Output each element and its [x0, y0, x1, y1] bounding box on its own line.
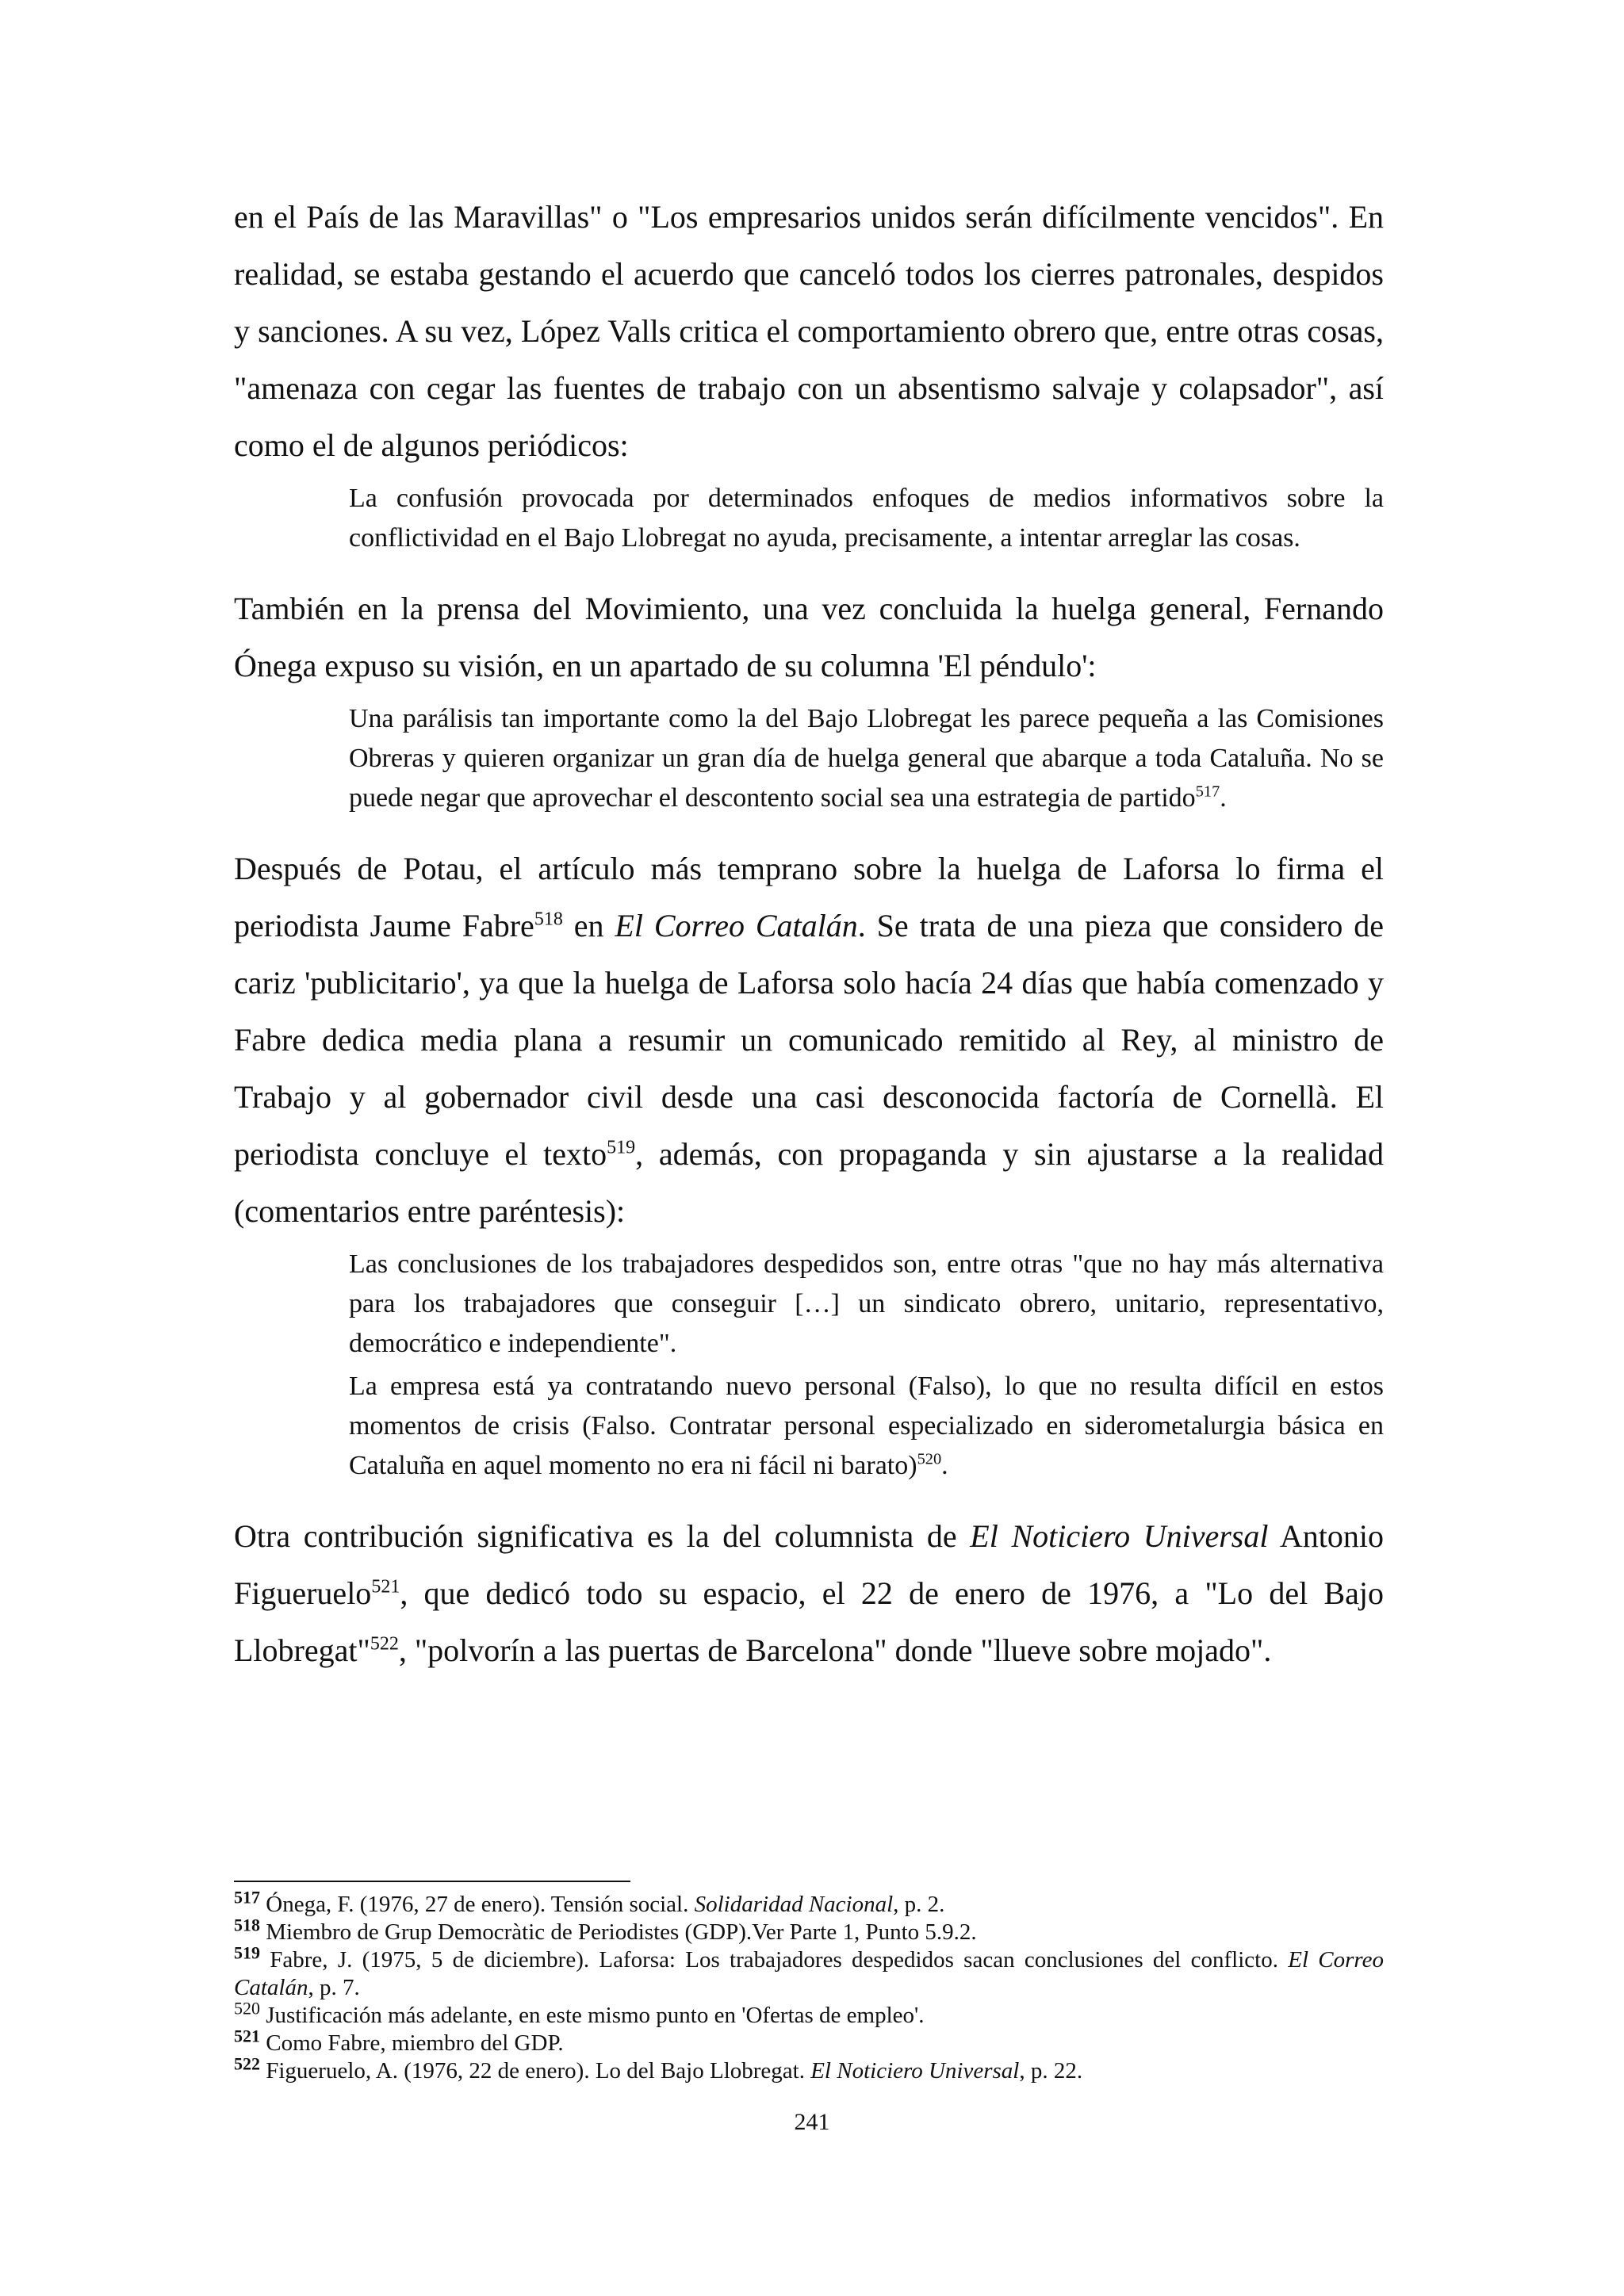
- footnote-ref-520: 520: [917, 1450, 942, 1468]
- footnote-source-title: El Correo Catalán: [234, 1947, 1384, 2000]
- paragraph-4: [234, 1508, 1384, 1679]
- paragraph-4-part-a: Otra contribución significativa es la del columnista de: [234, 1518, 971, 1554]
- footnote-522: [234, 2053, 1384, 2085]
- footnote-ref-519: 519: [607, 1137, 636, 1158]
- block-quote-2: [349, 699, 1384, 818]
- footnote-text-end: , p. 2.: [893, 1892, 945, 1917]
- footnote-text-end: , p. 7.: [308, 1975, 360, 2000]
- block-quote-2-end: .: [1220, 783, 1227, 813]
- newspaper-title-correo: El Correo Catalán: [615, 908, 858, 943]
- footnote-ref-522: 522: [370, 1633, 399, 1655]
- newspaper-title-noticiero: El Noticiero Universal: [970, 1518, 1269, 1554]
- block-quote-1: La confusión provocada por determinados enfoques de medios informativos sobre la conflictividad en el Bajo Llobregat no ayuda, precisamente, a intentar arreglar las cosas.: [349, 484, 1384, 553]
- block-quote-4-text: La empresa está ya contratando nuevo personal (Falso), lo que no resulta difícil en estos momentos de crisis (Falso. Contratar personal especializado en siderometalurgia básica en Cataluña en aquel momento no era ni fácil ni barato): [349, 1372, 1384, 1480]
- block-quote-2-text: Una parálisis tan importante como la del Bajo Llobregat les parece pequeña a las Comisiones Obreras y quieren organizar un gran día de huelga general que abarque a toda Cataluña. No se puede negar que aprovechar el descontento social sea una estrategia de partido: [349, 704, 1384, 813]
- paragraph-4-part-c: , que dedicó todo su espacio, el 22 de enero de 1976, a "Lo del Bajo Llobregat": [234, 1575, 1384, 1668]
- footnote-521: [234, 2026, 1384, 2057]
- footnote-518: [234, 1915, 1384, 1946]
- footnote-text: Fabre, J. (1975, 5 de diciembre). Laforsa: Los trabajadores despedidos sacan conclusiones del conflicto.: [260, 1947, 1289, 1973]
- page-number: 241: [794, 2109, 830, 2135]
- paragraph-4-part-d: , "polvorín a las puertas de Barcelona" donde "llueve sobre mojado".: [398, 1632, 1272, 1668]
- footnote-text: Miembro de Grup Democràtic de Periodistes (GDP).Ver Parte 1, Punto 5.9.2.: [260, 1919, 977, 1945]
- footnote-519: [234, 1942, 1384, 2002]
- footnote-text: Como Fabre, miembro del GDP.: [260, 2030, 564, 2056]
- block-quote-3: Las conclusiones de los trabajadores despedidos son, entre otras "que no hay más alternativa para los trabajadores que conseguir […] un sindicato obrero, unitario, representativo, democrático e independiente".: [349, 1249, 1384, 1358]
- paragraph-3: [234, 840, 1384, 1240]
- footnote-source-title: Solidaridad Nacional: [694, 1892, 894, 1917]
- footnote-ref-521: 521: [371, 1576, 400, 1598]
- footnote-number: 521: [234, 2026, 260, 2046]
- footnote-517: [234, 1887, 1384, 1919]
- footnote-number: 520: [234, 1998, 260, 2019]
- paragraph-3-part-c: . Se trata de una pieza que considero de cariz 'publicitario', ya que la huelga de Laforsa solo hacía 24 días que había comenzado y Fabre dedica media plana a resumir un comunicado remitido al Rey, al ministro de Trabajo y al gobernador civil desde una casi desconocida factoría de Cornellà. El periodista concluye el texto: [234, 908, 1384, 1172]
- footnote-number: 517: [234, 1887, 260, 1908]
- footnotes: [234, 1887, 1384, 2085]
- footnote-ref-517: 517: [1195, 783, 1220, 801]
- block-quote-4: [349, 1367, 1384, 1486]
- footnote-ref-518: 518: [534, 909, 563, 930]
- footnote-text: Figueruelo, A. (1976, 22 de enero). Lo del Bajo Llobregat.: [260, 2058, 811, 2084]
- footnote-number: 519: [234, 1942, 260, 1963]
- footnote-text: Justificación más adelante, en este mismo punto en 'Ofertas de empleo'.: [260, 2003, 925, 2028]
- footnote-text-end: , p. 22.: [1019, 2058, 1083, 2084]
- footnote-520: [234, 1998, 1384, 2030]
- paragraph-3-part-a: Después de Potau, el artículo más temprano sobre la huelga de Laforsa lo firma el periodista Jaume Fabre: [234, 851, 1384, 943]
- footnote-number: 518: [234, 1915, 260, 1935]
- footnote-separator: [234, 1881, 630, 1882]
- footnote-source-title: El Noticiero Universal: [810, 2058, 1020, 2084]
- footnote-text: Ónega, F. (1976, 27 de enero). Tensión social.: [260, 1892, 695, 1917]
- paragraph-3-part-d: , además, con propaganda y sin ajustarse a la realidad (comentarios entre paréntesis):: [234, 1136, 1384, 1229]
- page-body: [234, 189, 1384, 1679]
- footnote-number: 522: [234, 2053, 260, 2074]
- paragraph-3-part-b: en: [562, 908, 615, 943]
- block-quote-4-end: .: [941, 1451, 948, 1480]
- paragraph-1: en el País de las Maravillas" o "Los empresarios unidos serán difícilmente vencidos". En realidad, se estaba gestando el acuerdo que canceló todos los cierres patronales, despidos y sanciones. A su vez, López Valls critica el comportamiento obrero que, entre otras cosas, "amenaza con cegar las fuentes de trabajo con un absentismo salvaje y colapsador", así como el de algunos periódicos:: [234, 199, 1384, 463]
- paragraph-2: También en la prensa del Movimiento, una vez concluida la huelga general, Fernando Ónega expuso su visión, en un apartado de su columna 'El péndulo':: [234, 591, 1384, 683]
- paragraph-4-part-b: Antonio Figueruelo: [234, 1518, 1384, 1611]
